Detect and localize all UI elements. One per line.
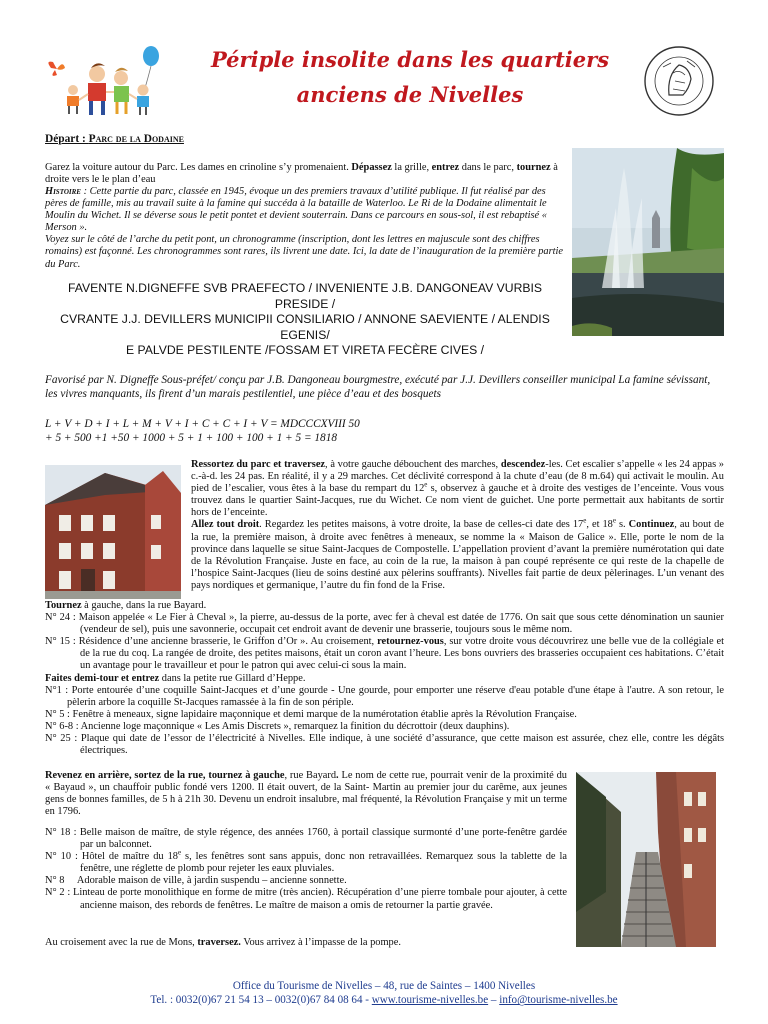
ressortez-text: , et 18: [586, 519, 613, 531]
house-description: Résidence d’une ancienne brasserie, le Griffon d’Or ». Au croisement,: [78, 636, 378, 648]
chronogram-inscription: [45, 281, 565, 359]
house-number: N°1 :: [45, 684, 72, 696]
history-text: : Cette partie du parc, classée en 1945, évoque un des premiers travaux d’utilité publique. Il fut réalisé par des pères de famille, mis au travail suite à la famine qui succéda à la bataille de Waterloo. Le Ri de la Dodaine alimentait le Moulin du Wichet. Il se déverse sous le petit pontet et devient souterrain. Dans ce parcours en sous-sol, il est rebaptisé « Merson ».: [45, 186, 547, 234]
house-entry-15: [45, 636, 724, 672]
house-bold: retournez-vous: [377, 636, 444, 648]
revenez-bold: .: [336, 770, 339, 781]
bayard-section: [45, 600, 724, 757]
house-entry-6-8: [45, 721, 724, 733]
chronogram-sum: [45, 417, 565, 445]
bayard-bold: Faites demi-tour et entrez: [45, 672, 160, 684]
revenez-text: , rue Bayard: [284, 770, 337, 781]
brick-house-photo: [45, 465, 181, 599]
house-number: N° 8: [45, 875, 68, 887]
ressortez-bold: Continuez: [628, 519, 675, 531]
butterfly-icon: [48, 62, 65, 76]
footer-separator: –: [488, 994, 500, 1007]
house-description: Ancienne loge maçonnique « Les Amis Discrets », remarquez la finition du décrottoir (deux dauphins).: [80, 720, 510, 732]
ressortez-bold: descendez: [500, 459, 546, 470]
house-entry-25: [45, 733, 724, 757]
bayard-text: dans la petite rue Gillard d’Heppe.: [159, 672, 306, 684]
translation-paragraph: Favorisé par N. Digneffe Sous-préfet/ conçu par J.B. Dangoneau bourgmestre, exécuté par J.J. Devillers conseiller municipal La famine sévissant, les vivres manquants, ils firent d’un marais pestilentiel, une pièce d’eau et des bosquets: [45, 374, 711, 400]
intro-bold: entrez: [431, 162, 460, 173]
history-label: Histoire: [45, 186, 81, 197]
bayard-text: à gauche, dans la rue Bayard.: [81, 600, 207, 611]
house-entry-18: [45, 827, 567, 851]
intro-text: à droite vers le le plan d’eau: [45, 162, 558, 186]
history-paragraph: [45, 186, 565, 271]
croisement-text: Au croisement avec la rue de Mons,: [45, 937, 198, 948]
bayard-bold: Tournez: [45, 600, 82, 611]
tourism-office-seal: [643, 45, 715, 117]
house-number: N° 25 :: [45, 733, 81, 745]
superscript: e: [612, 517, 616, 525]
ressortez-paragraph: [191, 459, 724, 592]
start-place: Parc de la Dodaine: [88, 133, 184, 145]
house-description: Hôtel de maître du 18: [81, 851, 178, 863]
intro-bold: Dépassez: [351, 162, 392, 173]
house-description: Linteau de porte monolithique en forme de mitre (très ancien). Récupération d’une pierre tombale pour ajouter, à cette ancienne maison, des rebords de fenêtres. Le maître de maison a omis de retourner la partie gravée.: [72, 887, 567, 911]
house-number: N° 6-8 :: [45, 720, 81, 732]
title-line-2: anciens de Nivelles: [296, 82, 524, 107]
house-entry-24: [45, 612, 724, 636]
superscript: e: [424, 480, 428, 489]
croisement-paragraph: [45, 937, 567, 949]
footer-contact: [0, 993, 768, 1007]
stairs-photo: [576, 772, 716, 947]
intro-text: la grille,: [391, 162, 432, 173]
revenez-text: Le nom de cette rue, pourrait venir de la proximité du « Bayaud », un chauffoir public fondé vers 1200. Il était ouvert, de la Saint- Martin au premier jour du carême, aux jeunes gens de bonnes familles, de 5 h à 21h 30. Devenu un endroit insalubre, mal fréquenté, la Révolution Française y mit un terme en 1796.: [45, 770, 567, 818]
house-entry-10: [45, 848, 567, 875]
house-number: N° 2 :: [45, 887, 73, 899]
croisement-text: Vous arrivez à l’impasse de la pompe.: [240, 937, 401, 948]
website-link[interactable]: www.tourisme-nivelles.be: [371, 994, 489, 1007]
intro-text: dans le parc,: [459, 162, 517, 173]
intro-text: Garez la voiture autour du Parc. Les dames en crinoline s’y promenaient.: [45, 162, 352, 173]
inscription-line: CVRANTE J.J. DEVILLERS MUNICIPII CONSILIARIO / ANNONE SAEVIENTE / ALENDIS: [60, 312, 550, 327]
intro-paragraph: [45, 162, 565, 186]
revenez-bold: Revenez en arrière, sortez de la rue, tournez à gauche: [45, 770, 285, 781]
sum-line: L + V + D + I + L + M + V + I + C + C + I + V = MDCCCXVIII 50: [45, 418, 360, 430]
history-text-2: Voyez sur le côté de l’arche du petit pont, un chronogramme (inscription, dont les lettres en majuscule sont des chiffres romains) est façonné. Les chronogrammes sont rares, ils livrent une date. Ici, la date de l’inauguration de la première partie du Parc.: [45, 234, 564, 270]
inscription-line: E PALVDE PESTILENTE /FOSSAM ET VIRETA FECÈRE CIVES /: [125, 343, 485, 358]
house-entry-5: [45, 709, 724, 721]
demi-tour-heading: [45, 673, 724, 685]
revenez-paragraph: [45, 770, 567, 818]
email-link[interactable]: info@tourisme-nivelles.be: [499, 994, 618, 1007]
ressortez-text: , au bout de la rue, la première maison, à droite avec fenêtres à meneaux, se nomme la « Maison de Galice ». Elle, porte le nom de la province dans laquelle se situe Saint-Jacques de Compostelle. L’appellation provient d’avant la première numérotation qui date de la Révolution Française. Juste en face, au coin de la rue, la maison à pan coupé représente ce qui reste de la chapelle de l’hospice Saint-Jacques (lieu de soins destiné aux pèlerins souffrants). Nivelles fait partie de deux pèlerinages. L’un venant des pays nordiques et germanique, l’autre du fin fond de la Frise.: [191, 519, 724, 591]
house-number: N° 18 :: [45, 827, 80, 838]
ressortez-text: . Regardez les petites maisons, à votre droite, la base de celles-ci date des 17: [259, 519, 584, 531]
house-description: Adorable maison de ville, à jardin suspendu – ancienne sonnette.: [67, 875, 347, 887]
house-number: N° 5 :: [45, 708, 73, 720]
inscription-line: EGENIS/: [280, 327, 330, 342]
house-description: Plaque qui date de l’essor de l’électricité à Nivelles. Elle indique, à une société d’assurance, que cette maison est assurée, chez elle, contre les dégâts électriques.: [80, 733, 724, 757]
ressortez-bold: Ressortez du parc et traversez: [191, 459, 326, 470]
start-prefix: Départ :: [45, 133, 89, 145]
house-description: , sur votre droite vous découvrirez une belle vue de la collégiale et de la rue du coq. La rangée de droite, des petites maisons, était un coron avant l’heure. Les bons ouvriers des brasseries occupaient ces habitations. C’était un avantage pour le travailleur et pour le patron qui avec celui-ci sous la main.: [80, 636, 725, 672]
superscript: e: [177, 848, 182, 857]
house-description: Maison appelée « Le Fier à Cheval », la pierre, au-dessus de la porte, avec fer à cheval est datée de 1776. On sait que sous cette dénomination un saunier (vendeur de sel), puis une savonnerie, occupait cet endroit avant de devenir une brasserie, toujours sous le même nom.: [78, 612, 724, 636]
house-number: N° 10 :: [45, 851, 82, 863]
sum-line: + 5 + 500 +1 +50 + 1000 + 5 + 1 + 100 + 100 + 1 + 5 = 1818: [45, 432, 337, 444]
house-number: N° 24 :: [45, 612, 79, 624]
gillard-houses: [45, 827, 567, 912]
house-description: Belle maison de maître, de style régence, des années 1760, à portail classique surmonté d’une porte-fenêtre gardée par un balconnet.: [79, 827, 568, 851]
children-figures: [67, 63, 149, 115]
bayard-heading: [45, 600, 724, 612]
ressortez-text: -les. Cet escalier s’appelle « les 24 appas » c.-à-d. les 24 pas. En réalité, il y a 29 marches. Cet déclivité correspond à la chute d’eau (de 8 m.64) qui activait le moulin. Au pied de l’escalier, vous êtes à la base du rempart du 12: [191, 459, 725, 495]
house-description: s, les fenêtres sont sans appuis, donc non retravaillées. Remarquez sous la tablette de la fenêtre, une réglette de plomb pour rejeter les eaux pluviales.: [80, 851, 567, 875]
footer-address: Office du Tourisme de Nivelles – 48, rue de Saintes – 1400 Nivelles: [232, 980, 536, 992]
ressortez-text: s.: [615, 519, 629, 531]
title-line-1: Périple insolite dans les quartiers: [210, 47, 610, 72]
ressortez-bold: Allez tout droit: [191, 519, 260, 531]
footer: [0, 979, 768, 1008]
croisement-bold: traversez.: [197, 937, 241, 948]
house-number: N° 15 :: [45, 636, 79, 648]
house-entry-2: [45, 887, 567, 911]
house-description: Porte entourée d’une coquille Saint-Jacques et d’une gourde - Une gourde, pour emporter une réserve d'eau potable d'une étape à l'autre. A son retour, le pèlerin arbore la coquille St-Jacques ramassée à la fin de son périple.: [67, 684, 724, 708]
inscription-line: FAVENTE N.DIGNEFFE SVB PRAEFECTO / INVENIENTE J.B. DANGONEAV VURBIS: [67, 281, 543, 295]
balloon-icon: [143, 46, 159, 88]
footer-phone: Tel. : 0032(0)67 21 54 13 – 0032(0)67 84 08 64 -: [150, 994, 372, 1007]
family-logo: [45, 44, 163, 116]
house-entry-8: [45, 875, 567, 887]
house-entry-1: [45, 685, 724, 709]
inscription-line: PRESIDE /: [274, 296, 336, 311]
start-heading: [45, 133, 184, 145]
ressortez-text: , à votre gauche débouchent des marches,: [325, 459, 501, 470]
house-description: Fenêtre à meneaux, signe lapidaire maçonnique et demi marque de la numérotation établie après la Révolution Française.: [72, 708, 577, 720]
superscript: e: [583, 517, 587, 525]
fountain-photo: [572, 148, 724, 336]
intro-bold: tournez: [516, 162, 551, 173]
page-title: [175, 42, 645, 112]
ressortez-text: s, observez à gauche et à droite des vestiges de l’enceinte. Vous vous trouvez dans le quartier Saint-Jacques, rue du Wichet. Ce nom vient de guichet. Une porte permettait aux habitants de sortir hors de l’enceinte.: [191, 483, 724, 519]
